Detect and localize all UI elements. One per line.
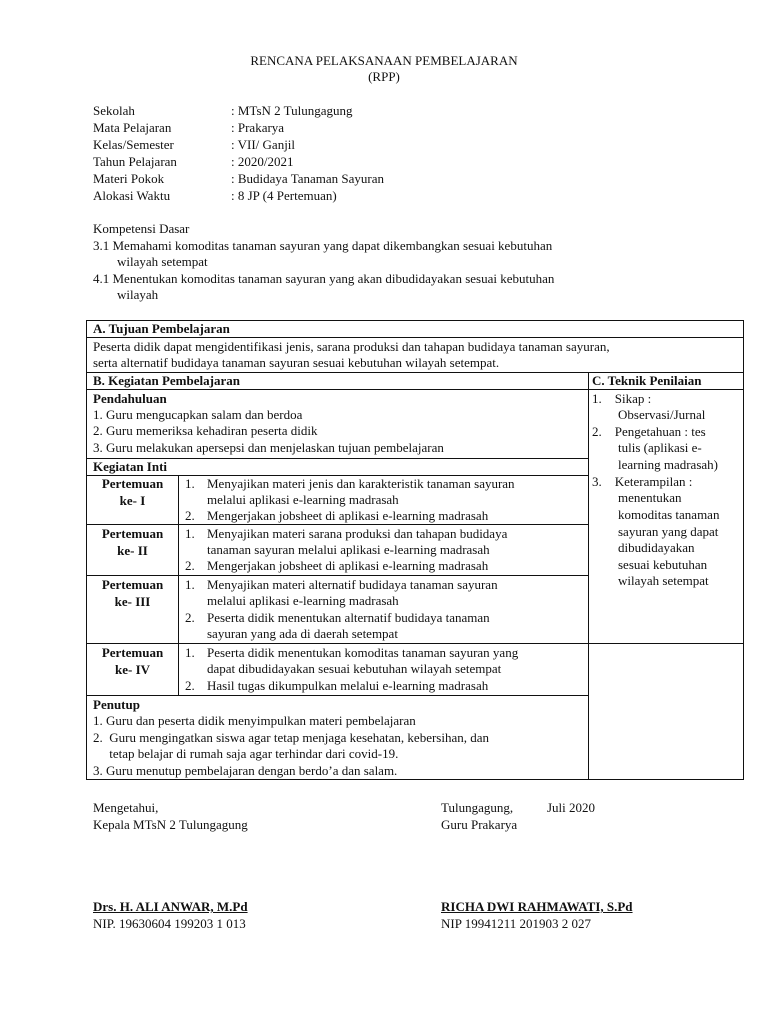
kegiatan-heading: B. Kegiatan Pembelajaran [93,373,240,388]
info-value: : 2020/2021 [231,154,294,169]
teknik-item: sayuran yang dapat [592,524,719,539]
signature-right-role: Guru Prakarya [441,817,518,832]
pertemuan-item: 2. Hasil tugas dikumpulkan melalui e-learning madrasah [185,678,489,693]
signature-place: Tulungagung, [441,800,514,815]
info-value: : 8 JP (4 Pertemuan) [231,188,337,203]
teknik-item: menentukan [592,490,682,505]
pertemuan-item-cont: melalui aplikasi e-learning madrasah [207,593,399,608]
pertemuan-number: ke- III [114,594,151,609]
tujuan-text: Peserta didik dapat mengidentifikasi jenis, sarana produksi dan tahapan budidaya tanaman sayuran, [93,339,610,354]
pendahuluan-item: 3. Guru melakukan apersepsi dan menjelaskan tujuan pembelajaran [93,440,444,455]
signature-right-nip: NIP 19941211 201903 2 027 [441,916,591,931]
teknik-item: 2. Pengetahuan : tes [592,424,706,439]
penutup-heading: Penutup [93,697,140,712]
penutup-item: 2. Guru mengingatkan siswa agar tetap menjaga kesehatan, kebersihan, dan [93,730,489,745]
teknik-item: learning madrasah) [592,457,718,472]
pertemuan-number: ke- IV [114,662,151,677]
signature-date: Juli 2020 [547,800,596,815]
signature-left-role: Kepala MTsN 2 Tulungagung [93,817,248,832]
penutup-item: 1. Guru dan peserta didik menyimpulkan materi pembelajaran [93,713,416,728]
signature-right-name: RICHA DWI RAHMAWATI, S.Pd [441,899,633,914]
penutup-item-cont: tetap belajar di rumah saja agar terhindar dari covid-19. [93,746,399,761]
pertemuan-item: 1. Menyajikan materi sarana produksi dan tahapan budidaya [185,526,508,541]
signature-left-nip: NIP. 19630604 199203 1 013 [93,916,246,931]
inti-heading: Kegiatan Inti [93,459,168,474]
pertemuan-number: ke- II [117,543,148,558]
pertemuan-item: 1. Menyajikan materi alternatif budidaya tanaman sayuran [185,577,498,592]
info-value: : Budidaya Tanaman Sayuran [231,171,385,186]
pertemuan-item-cont: tanaman sayuran melalui aplikasi e-learning madrasah [207,542,490,557]
info-label: Mata Pelajaran [93,120,172,135]
info-label: Kelas/Semester [93,137,174,152]
pendahuluan-heading: Pendahuluan [93,391,167,406]
document-subtitle: (RPP) [368,69,400,84]
pertemuan-item: 2. Peserta didik menentukan alternatif budidaya tanaman [185,610,490,625]
teknik-item: komoditas tanaman [592,507,720,522]
teknik-item: dibudidayakan [592,540,695,555]
tujuan-text: serta alternatif budidaya tanaman sayuran sesuai kebutuhan wilayah setempat. [93,355,500,370]
teknik-item: 3. Keterampilan : [592,474,693,489]
penutup-item: 3. Guru menutup pembelajaran dengan berdo’a dan salam. [93,763,398,778]
info-label: Tahun Pelajaran [93,154,177,169]
pendahuluan-item: 2. Guru memeriksa kehadiran peserta didik [93,423,318,438]
pertemuan-label: Pertemuan [101,645,164,660]
info-label: Alokasi Waktu [93,188,171,203]
kompetensi-item: 4.1 Menentukan komoditas tanaman sayuran yang akan dibudidayakan sesuai kebutuhan [93,271,555,286]
info-label: Sekolah [93,103,135,118]
pertemuan-item-cont: dapat dibudidayakan sesuai kebutuhan wilayah setempat [207,661,502,676]
teknik-item: 1. Sikap : [592,391,652,406]
pendahuluan-item: 1. Guru mengucapkan salam dan berdoa [93,407,303,422]
teknik-item: sesuai kebutuhan [592,557,708,572]
teknik-heading: C. Teknik Penilaian [592,373,702,388]
kompetensi-heading: Kompetensi Dasar [93,221,190,236]
info-value: : VII/ Ganjil [231,137,296,152]
kompetensi-item: 3.1 Memahami komoditas tanaman sayuran yang dapat dikembangkan sesuai kebutuhan [93,238,553,253]
document-title: RENCANA PELAKSANAAN PEMBELAJARAN [250,53,518,68]
info-value: : Prakarya [231,120,285,135]
rpp-table [86,320,744,780]
pertemuan-item: 1. Peserta didik menentukan komoditas tanaman sayuran yang [185,645,519,660]
pertemuan-label: Pertemuan [101,476,164,491]
info-label: Materi Pokok [93,171,165,186]
teknik-item: tulis (aplikasi e- [592,440,702,455]
pertemuan-item: 2. Mengerjakan jobsheet di aplikasi e-learning madrasah [185,558,489,573]
pertemuan-label: Pertemuan [101,577,164,592]
kompetensi-item-cont: wilayah [117,287,159,302]
kompetensi-item-cont: wilayah setempat [117,254,208,269]
pertemuan-item: 1. Menyajikan materi jenis dan karakteristik tanaman sayuran [185,476,515,491]
tujuan-heading: A. Tujuan Pembelajaran [93,321,230,336]
signature-left-name: Drs. H. ALI ANWAR, M.Pd [93,899,248,914]
pertemuan-item-cont: sayuran yang ada di daerah setempat [207,626,398,641]
pertemuan-item: 2. Mengerjakan jobsheet di aplikasi e-learning madrasah [185,508,489,523]
pertemuan-number: ke- I [119,493,146,508]
pertemuan-item-cont: melalui aplikasi e-learning madrasah [207,492,399,507]
pertemuan-label: Pertemuan [101,526,164,541]
teknik-item: wilayah setempat [592,573,709,588]
signature-left-line: Mengetahui, [93,800,159,815]
teknik-item: Observasi/Jurnal [592,407,706,422]
info-value: : MTsN 2 Tulungagung [231,103,353,118]
